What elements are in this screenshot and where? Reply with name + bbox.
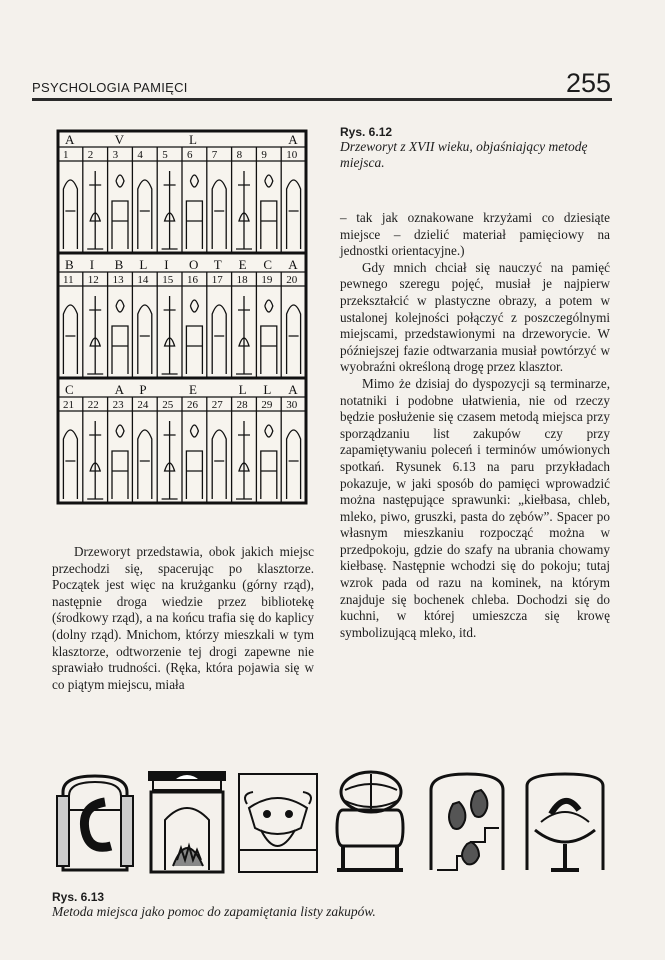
woodcut-number: 30	[286, 399, 298, 411]
woodcut-letter: I	[164, 257, 169, 272]
woodcut-object	[63, 180, 77, 249]
figure-6-13-illustration	[55, 770, 615, 876]
woodcut-object	[212, 305, 226, 374]
woodcut-object	[87, 171, 103, 249]
woodcut-letter: V	[114, 132, 124, 147]
woodcut-letter: C	[263, 257, 273, 272]
figure-caption: Metoda miejsca jako pomoc do zapamiętania listy zakupów.	[52, 904, 376, 919]
woodcut-letter: L	[189, 132, 197, 147]
woodcut-object	[63, 430, 77, 499]
woodcut-number: 19	[261, 274, 273, 286]
woodcut-number: 14	[137, 274, 149, 286]
woodcut-object	[186, 425, 202, 499]
woodcut-letter: B	[65, 257, 74, 272]
woodcut-object	[186, 175, 202, 249]
woodcut-number: 24	[137, 399, 149, 411]
right-text-column	[340, 210, 610, 641]
woodcut-object	[287, 430, 301, 499]
woodcut-number: 11	[63, 274, 74, 286]
woodcut-letter: A	[288, 382, 298, 397]
woodcut-number: 25	[162, 399, 174, 411]
figure-label: Rys. 6.12	[340, 125, 393, 139]
woodcut-number: 18	[236, 274, 248, 286]
woodcut-number: 23	[112, 399, 124, 411]
woodcut-object	[112, 175, 128, 249]
woodcut-number: 22	[87, 399, 99, 411]
cow-kitchen-icon	[239, 774, 317, 872]
woodcut-number: 1	[63, 149, 69, 161]
fireplace-bread-icon	[149, 772, 225, 872]
figure-6-13-caption	[52, 890, 612, 920]
woodcut-number: 20	[286, 274, 298, 286]
woodcut-object	[236, 421, 252, 499]
woodcut-number: 21	[63, 399, 74, 411]
woodcut-letter: A	[114, 382, 124, 397]
woodcut-object	[236, 296, 252, 374]
woodcut-number: 17	[211, 274, 223, 286]
woodcut-number: 6	[187, 149, 193, 161]
figure-caption: Drzeworyt z XVII wieku, objaśniający metodę miejsca.	[340, 139, 588, 170]
running-header: PSYCHOLOGIA PAMIĘCI	[32, 80, 188, 95]
woodcut-object	[87, 421, 103, 499]
woodcut-letter: B	[114, 257, 124, 272]
woodcut-number: 8	[236, 149, 243, 161]
figure-6-12-caption	[340, 125, 610, 171]
woodcut-object	[138, 180, 152, 249]
woodcut-object	[261, 425, 277, 499]
woodcut-object	[212, 180, 226, 249]
wardrobe-sausage-icon	[57, 776, 133, 870]
woodcut-letter: A	[288, 257, 298, 272]
body-paragraph: – tak jak oznakowane krzyżami co dziesiąte miejsce – dzielić materiał pamięciowy na jednostki orientacyjne.)	[340, 210, 610, 259]
woodcut-number: 5	[162, 149, 168, 161]
woodcut-number: 7	[211, 149, 218, 161]
woodcut-object	[138, 430, 152, 499]
woodcut-letter: O	[189, 257, 199, 272]
woodcut-object	[261, 175, 277, 249]
woodcut-object	[287, 180, 301, 249]
woodcut-number: 16	[187, 274, 198, 286]
woodcut-object	[236, 171, 252, 249]
woodcut-object	[87, 296, 103, 374]
woodcut-letter: C	[65, 382, 74, 397]
woodcut-letter: A	[288, 132, 298, 147]
body-paragraph: Gdy mnich chciał się nauczyć na pamięć pewnego szeregu pojęć, musiał je najpierw przekształcić w plastyczne obrazy, a potem w ustalonej kolejności połączyć z poszczególnymi miejscami, przedstawionymi na drzeworycie. W późniejszej fazie odtwarzania musiał powtórzyć w wyobraźni określoną drogę przez klasztor.	[340, 259, 610, 375]
woodcut-object	[162, 421, 178, 499]
woodcut-letter: L	[238, 382, 247, 397]
woodcut-object	[138, 305, 152, 374]
header-rule	[32, 98, 612, 101]
woodcut-letter: I	[89, 257, 95, 272]
woodcut-number: 10	[286, 149, 298, 161]
woodcut-figure	[55, 128, 309, 508]
woodcut-number: 27	[211, 399, 223, 411]
body-paragraph: Drzeworyt przedstawia, obok jakich miejsc przechodzi się, spacerując po klasztorze. Początek jest więc na krużganku (górny rząd), następnie droga wiedzie przez bibliotekę (środkowy rząd), a na końcu trafia się do kaplicy (dolny rząd). Mnichom, którzy mieszkali w tym klasztorze, odtworzenie tej drogi zapewne nie sprawiało trudności. (Ręka, która pojawia się w co piątym miejscu, miała	[52, 544, 314, 692]
woodcut-letter: E	[189, 382, 197, 397]
woodcut-letter: P	[139, 382, 147, 397]
woodcut-number: 13	[112, 274, 124, 286]
woodcut-object	[162, 296, 178, 374]
woodcut-object	[212, 430, 226, 499]
woodcut-number: 9	[261, 149, 267, 161]
woodcut-number: 3	[112, 149, 119, 161]
woodcut-letter: E	[238, 257, 247, 272]
woodcut-object	[63, 305, 77, 374]
woodcut-number: 2	[87, 149, 94, 161]
woodcut-object	[112, 425, 128, 499]
beer-barrel-icon	[337, 772, 403, 870]
page-number: 255	[565, 68, 611, 98]
woodcut-letter: L	[263, 382, 272, 397]
woodcut-object	[186, 300, 202, 374]
figure-label: Rys. 6.13	[52, 890, 105, 904]
woodcut-object	[287, 305, 301, 374]
toothpaste-bathroom-icon	[527, 774, 603, 870]
woodcut-letter: A	[65, 132, 75, 147]
woodcut-object	[112, 300, 128, 374]
woodcut-number: 28	[236, 399, 248, 411]
woodcut-object	[162, 171, 178, 249]
woodcut-number: 26	[187, 399, 198, 411]
pears-stairs-icon	[431, 774, 503, 870]
woodcut-letter: T	[213, 257, 222, 272]
body-paragraph: Mimo że dzisiaj do dyspozycji są terminarze, notatniki i podobne ułatwienia, nie od rzeczy będzie posłużenie się czasem metodą miejsca przy sporządzaniu list zakupów czy przy zapamiętywaniu poleceń i terminów umówionych spotkań. Rysunek 6.13 na paru przykładach pokazuje, w jaki sposób do pamięci wprowadzić można następujące sprawunki: „kiełbasa, chleb, mleko, piwo, gruszki, pasta do zębów”. Spacer po własnym mieszkaniu rozpocząć można w przedpokoju, gdzie do szafy na ubrania chowamy kiełbasę. Następnie wchodzi się do pokoju; tutaj wzrok pada od razu na kominek, na którym znajduje się bochenek chleba. Dochodzi się do kuchni, w której umieszcza się krowę symbolizującą mleko, itd.	[340, 375, 610, 640]
woodcut-letter: L	[139, 257, 148, 272]
woodcut-number: 29	[261, 399, 273, 411]
left-text-column	[52, 544, 314, 693]
woodcut-number: 12	[87, 274, 99, 286]
woodcut-number: 4	[137, 149, 143, 161]
woodcut-object	[261, 300, 277, 374]
woodcut-number: 15	[162, 274, 174, 286]
